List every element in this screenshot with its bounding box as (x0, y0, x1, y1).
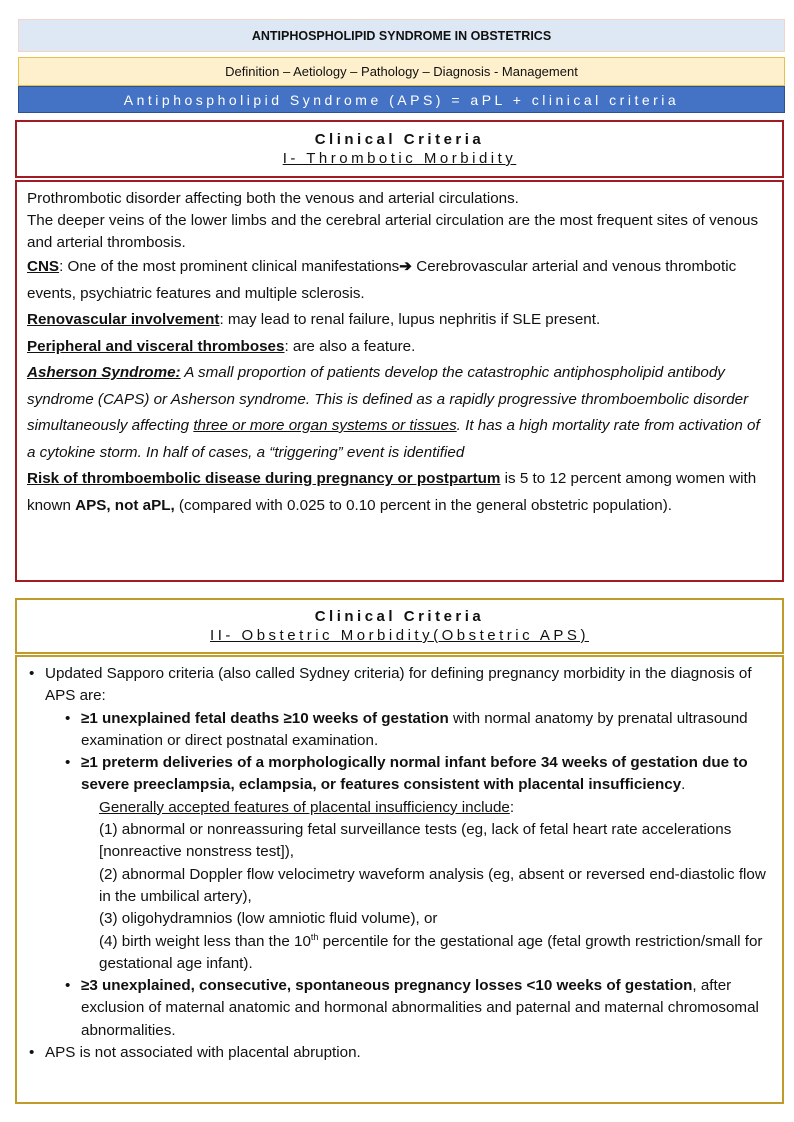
section-heading: Clinical Criteria (314, 608, 485, 625)
asherson-text: A small proportion of patients develop the catastrophic antiphospholipid antibody syndrome (CAPS) or Asherson syndrome. This is defined as a rapidly progressive thromboembolic disorder simultaneously affecting (27, 364, 749, 434)
section-subheading: I- Thrombotic Morbidity (282, 150, 517, 167)
arrow-right-icon: ➔ (399, 258, 413, 275)
features-heading-text: Generally accepted features of placental insufficiency include (99, 798, 510, 816)
bullet-icon: • (65, 977, 71, 995)
bullet-icon: • (29, 665, 35, 682)
thrombotic-content-box (15, 180, 784, 582)
title-text: ANTIPHOSPHOLIPID SYNDROME IN OBSTETRICS (251, 28, 552, 43)
list-item-text: APS is not associated with placental abruption. (45, 1044, 361, 1062)
paragraph-cns (27, 254, 772, 307)
list-item-text: Updated Sapporo criteria (also called Sydney criteria) for defining pregnancy morbidity in the diagnosis of APS are: (45, 665, 752, 705)
paragraph-sites: The deeper veins of the lower limbs and the cerebral arterial circulation are the most frequent sites of venous and arterial thrombosis. (27, 212, 759, 251)
superscript: th (310, 931, 319, 942)
topics-text: Definition – Aetiology – Pathology – Diagnosis - Management (225, 64, 578, 79)
list-item (27, 752, 772, 797)
renovascular-text: : may lead to renal failure, lupus nephritis if SLE present. (219, 311, 601, 328)
asherson-underlined: three or more organ systems or tissues (193, 417, 457, 434)
criterion-bold: ≥3 unexplained, consecutive, spontaneous pregnancy losses <10 weeks of gestation (81, 977, 693, 995)
obstetric-heading-box (15, 598, 784, 654)
topics-bar (18, 57, 785, 86)
definition-banner (18, 86, 785, 113)
risk-text-cont: (compared with 0.025 to 0.10 percent in the general obstetric population). (174, 496, 672, 514)
placental-features (27, 797, 772, 975)
cns-label: CNS (27, 258, 60, 275)
cns-text: : One of the most prominent clinical manifestations (59, 258, 400, 275)
risk-bold: APS, not aPL, (75, 496, 175, 514)
feature-item: (3) oligohydramnios (low amniotic fluid volume), or (99, 910, 438, 928)
risk-label: Risk of thromboembolic disease during pregnancy or postpartum (27, 470, 501, 487)
risk-text: is 5 to 12 percent among women with known (27, 470, 757, 514)
section-subheading: II- Obstetric Morbidity(Obstetric APS) (210, 627, 589, 644)
feature-item: (1) abnormal or nonreassuring fetal surveillance tests (eg, lack of fetal heart rate accelerations [nonreactive nonstress test]), (99, 821, 732, 861)
bullet-icon: • (65, 754, 71, 772)
peripheral-text: : are also a feature. (284, 337, 416, 355)
feature-item (99, 931, 772, 976)
criterion-bold: ≥1 unexplained fetal deaths ≥10 weeks of gestation (81, 709, 449, 727)
features-heading (99, 797, 772, 819)
paragraph-risk (27, 466, 772, 519)
criterion-text: . (681, 776, 686, 794)
criterion-bold: ≥1 preterm deliveries of a morphologically normal infant before 34 weeks of gestation due to severe preeclampsia, eclampsia, or features consistent with placental insufficiency (81, 754, 748, 794)
paragraph-renovascular (27, 307, 772, 334)
paragraph-asherson (27, 360, 772, 466)
bullet-icon: • (65, 709, 71, 727)
list-item (27, 663, 772, 708)
cns-text-cont: Cerebrovascular arterial and venous thrombotic events, psychiatric features and multiple sclerosis. (27, 258, 737, 302)
peripheral-label: Peripheral and visceral thromboses (27, 337, 285, 355)
asherson-text-cont: . It has a high mortality rate from activation of a cytokine storm. In half of cases, a “triggering” event is identified (27, 417, 760, 461)
banner-text: Antiphospholipid Syndrome (APS) = aPL + clinical criteria (123, 91, 680, 108)
paragraph-peripheral (27, 334, 772, 361)
section-heading: Clinical Criteria (314, 131, 485, 148)
colon: : (509, 798, 515, 816)
criterion-text: , after exclusion of maternal anatomic and hormonal abnormalities and paternal and maternal chromosomal abnormalities. (81, 977, 759, 1039)
list-item (27, 708, 772, 753)
thrombotic-heading-box (15, 120, 784, 178)
document-title (18, 19, 785, 52)
obstetric-content-box (15, 655, 784, 1104)
feature-text-cont: percentile for the gestational age (fetal growth restriction/small for gestational age infant). (99, 932, 763, 972)
feature-item: (2) abnormal Doppler flow velocimetry waveform analysis (eg, absent or reversed end-diastolic flow in the umbilical artery), (99, 865, 766, 905)
paragraph-prothrombotic: Prothrombotic disorder affecting both the venous and arterial circulations. (27, 190, 519, 207)
feature-text: (4) birth weight less than the 10 (99, 932, 311, 950)
renovascular-label: Renovascular involvement (27, 311, 220, 328)
bullet-icon: • (29, 1044, 35, 1062)
list-item (27, 975, 772, 1042)
criterion-text: with normal anatomy by prenatal ultrasound examination or direct postnatal examination. (81, 709, 748, 749)
list-item (27, 1042, 772, 1064)
asherson-label: Asherson Syndrome: (27, 364, 181, 381)
